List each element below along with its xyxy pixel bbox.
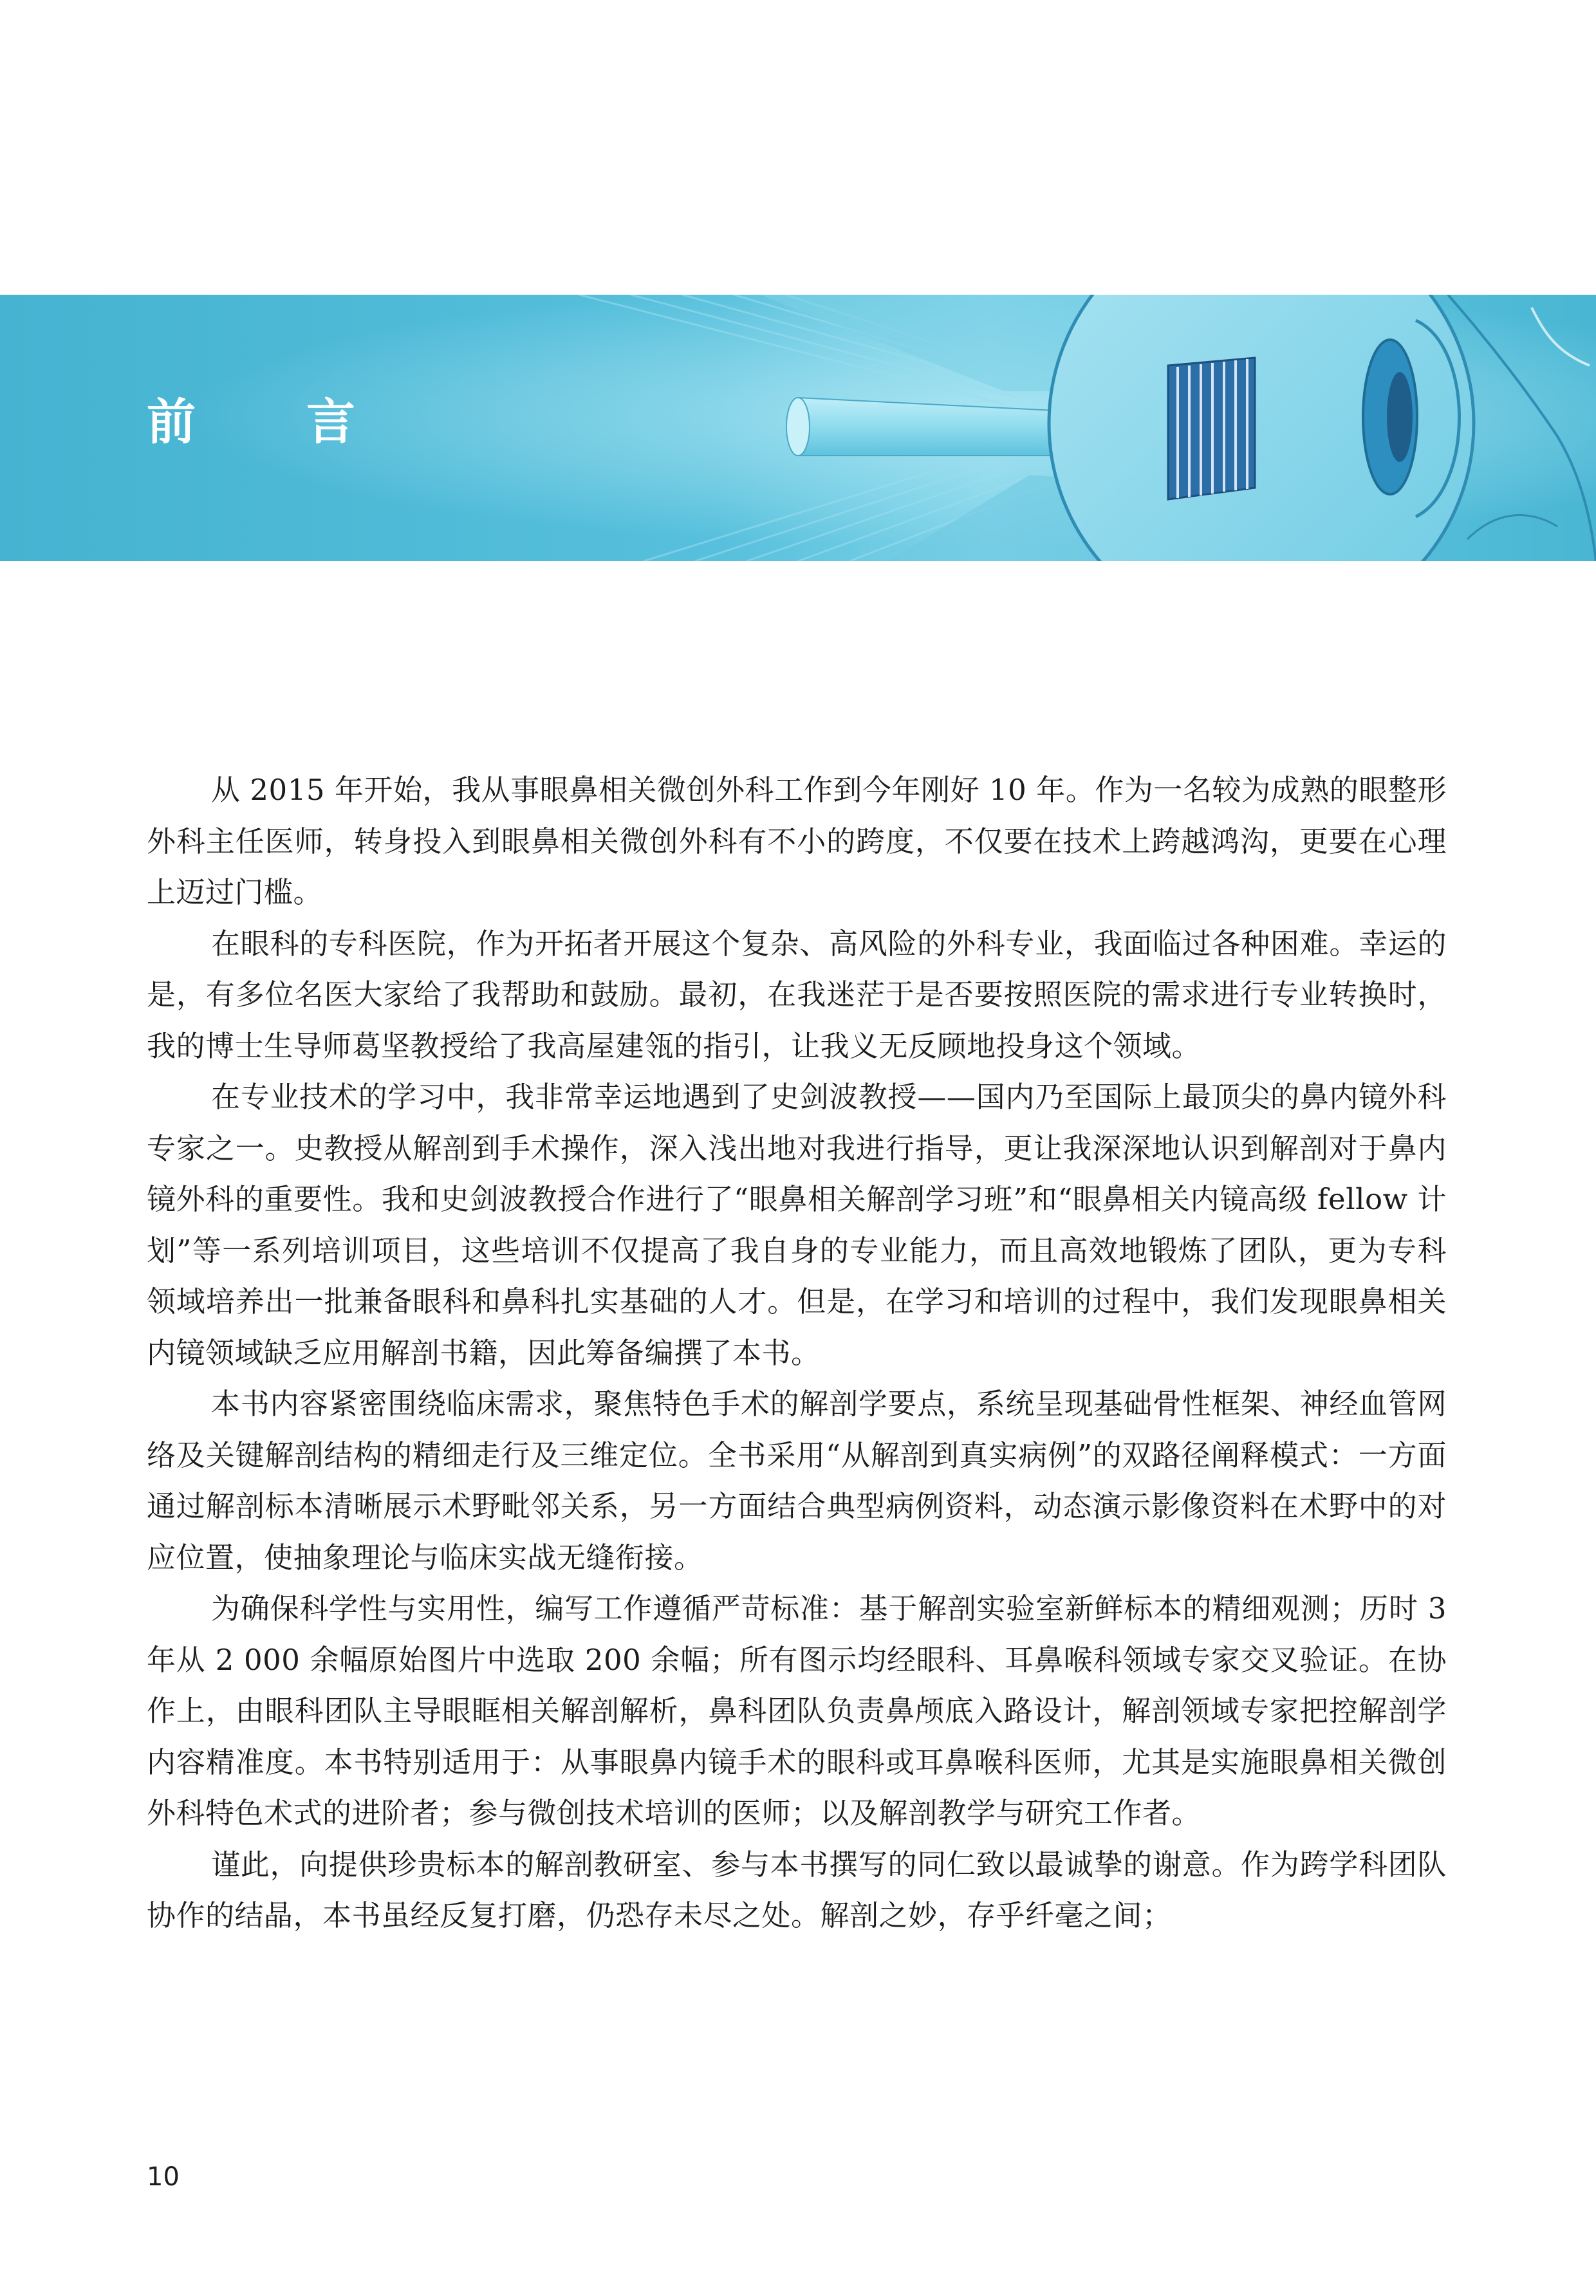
paragraph: 在专业技术的学习中，我非常幸运地遇到了史剑波教授——国内乃至国际上最顶尖的鼻内镜外科专家之一。史教授从解剖到手术操作，深入浅出地对我进行指导，更让我深深地认识到解剖对于鼻内镜外科的重要性。我和史剑波教授合作进行了“眼鼻相关解剖学习班”和“眼鼻相关内镜高级 fellow 计划”等一系列培训项目，这些培训不仅提高了我自身的专业能力，而且高效地锻炼了团队，更为专科领域培养出一批兼备眼科和鼻科扎实基础的人才。但是，在学习和培训的过程中，我们发现眼鼻相关内镜领域缺乏应用解剖书籍，因此筹备编撰了本书。 (147, 1080, 1447, 1370)
page-number: 10 (147, 2162, 180, 2192)
paragraph: 谨此，向提供珍贵标本的解剖教研室、参与本书撰写的同仁致以最诚挚的谢意。作为跨学科团队协作的结晶，本书虽经反复打磨，仍恐存未尽之处。解剖之妙，存乎纤毫之间； (147, 1847, 1447, 1932)
paragraph: 为确保科学性与实用性，编写工作遵循严苛标准：基于解剖实验室新鲜标本的精细观测；历时 3 年从 2 000 余幅原始图片中选取 200 余幅；所有图示均经眼科、耳鼻喉科领域专家交叉验证。在协作上，由眼科团队主导眼眶相关解剖解析，鼻科团队负责鼻颅底入路设计，解剖领域专家把控解剖学内容精准度。本书特别适用于：从事眼鼻内镜手术的眼科或耳鼻喉科医师，尤其是实施眼鼻相关微创外科特色术式的进阶者；参与微创技术培训的医师；以及解剖教学与研究工作者。 (147, 1591, 1447, 1830)
paragraph: 在眼科的专科医院，作为开拓者开展这个复杂、高风险的外科专业，我面临过各种困难。幸运的是，有多位名医大家给了我帮助和鼓励。最初，在我迷茫于是否要按照医院的需求进行专业转换时，我的博士生导师葛坚教授给了我高屋建瓴的指引，让我义无反顾地投身这个领域。 (147, 926, 1447, 1063)
preface-body (147, 764, 1447, 1941)
chapter-title: 前言 (147, 393, 466, 450)
chapter-banner (0, 295, 1596, 561)
paragraph: 本书内容紧密围绕临床需求，聚焦特色手术的解剖学要点，系统呈现基础骨性框架、神经血管网络及关键解剖结构的精细走行及三维定位。全书采用“从解剖到真实病例”的双路径阐释模式：一方面通过解剖标本清晰展示术野毗邻关系，另一方面结合典型病例资料，动态演示影像资料在术野中的对应位置，使抽象理论与临床实战无缝衔接。 (147, 1387, 1447, 1575)
paragraph: 从 2015 年开始，我从事眼鼻相关微创外科工作到今年刚好 10 年。作为一名较为成熟的眼整形外科主任医师，转身投入到眼鼻相关微创外科有不小的跨度，不仅要在技术上跨越鸿沟，更要在心理上迈过门槛。 (147, 773, 1447, 909)
